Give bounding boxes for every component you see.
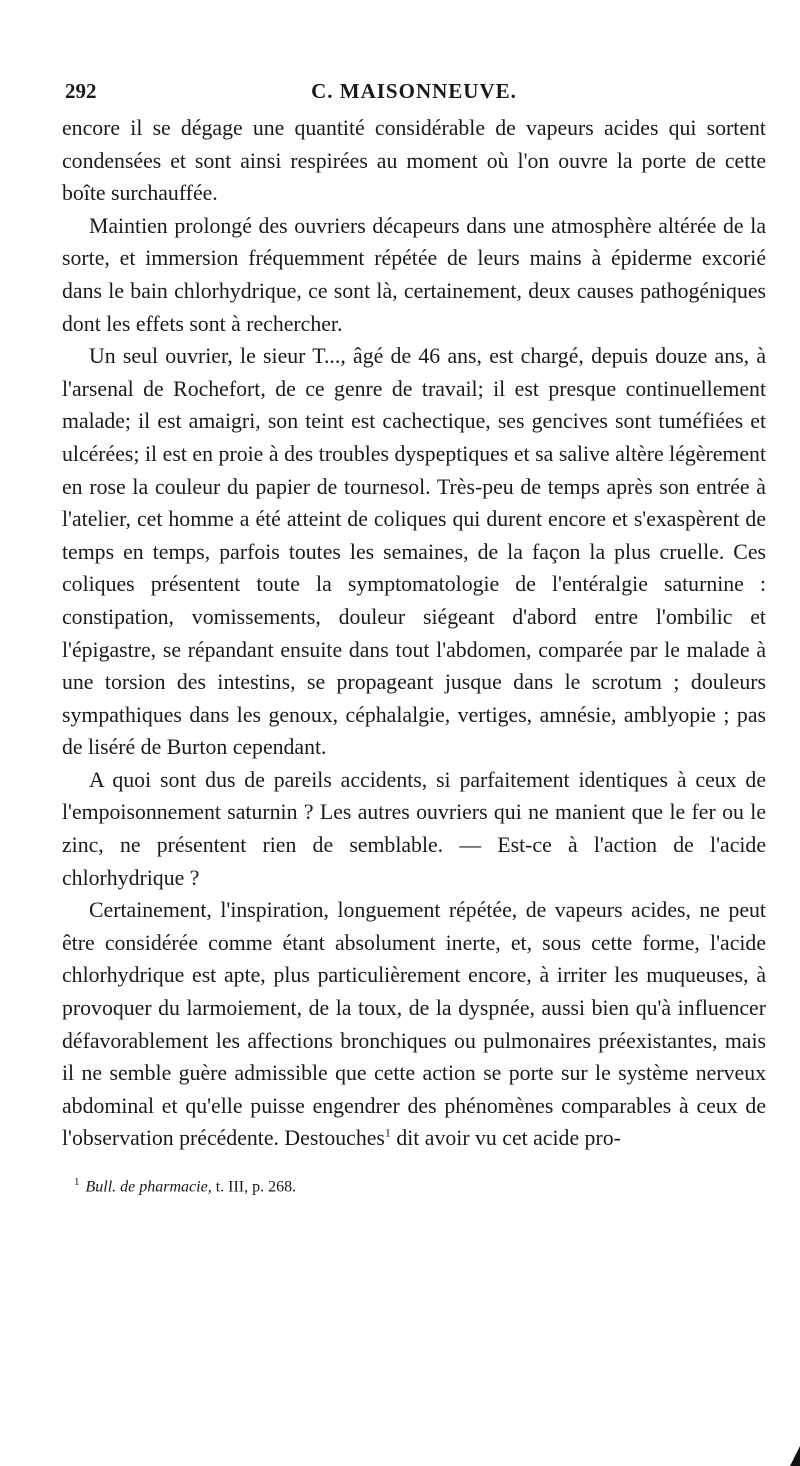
discussion-text: Certainement, l'inspiration, longuement répétée, de vapeurs acides, ne peut être considérée comme étant absolument inerte, et, sous cette forme, l'acide chlorhydrique est apte, plus particulièrement encore, à irriter les muqueuses, à provoquer du larmoiement, de la toux, de la dyspnée, aussi bien qu'à influencer défavorablement les affections bronchiques ou pulmonaires préexistantes, mais il ne semble guère admissible que cette action se porte sur le système nerveux abdominal et qu'elle puisse engendrer des phénomènes comparables à ceux de l'observation précédente. Destouches (62, 898, 766, 1151)
footnote-reference: 1 (384, 1126, 391, 1141)
running-head: C. MAISONNEUVE. (311, 79, 517, 103)
page-header (62, 74, 766, 108)
page-number: 292 (65, 79, 97, 103)
paragraph-continuation: encore il se dégage une quantité considérable de vapeurs acides qui sortent condensées et sont ainsi respirées au moment où l'on ouvre la porte de cette boîte surchauffée. (62, 116, 766, 206)
page-corner-mark (790, 1446, 800, 1466)
footnote (62, 1171, 766, 1198)
paragraph-question: A quoi sont dus de pareils accidents, si parfaitement identiques à ceux de l'empoisonnement saturnin ? Les autres ouvriers qui ne manient que le fer ou le zinc, ne présentent rien de semblable. — Est-ce à l'action de l'acide chlorhydrique ? (62, 767, 766, 890)
paragraph-discussion (62, 894, 766, 1155)
footnote-reference-detail: t. III, p. 268. (211, 1178, 297, 1196)
book-page (62, 74, 766, 1198)
discussion-text-end: dit avoir vu cet acide pro- (390, 1126, 621, 1151)
paragraph-case-report: Un seul ouvrier, le sieur T..., âgé de 46 ans, est chargé, depuis douze ans, à l'arsenal de Rochefort, de ce genre de travail; il est presque continuellement malade; il est amaigri, son teint est cachectique, ses gencives sont tuméfiées et ulcérées; il est en proie à des troubles dyspeptiques et sa salive altère légèrement en rose la couleur du papier de tournesol. Très-peu de temps après son entrée à l'atelier, cet homme a été atteint de coliques qui durent encore et s'exaspèrent de temps en temps, parfois toutes les semaines, de la façon la plus cruelle. Ces coliques présentent toute la symptomatologie de l'entéralgie saturnine : constipation, vomissements, douleur siégeant d'abord entre l'ombilic et l'épigastre, se répandant ensuite dans tout l'abdomen, comparée par le malade à une torsion des intestins, se propageant jusque dans le scrotum ; douleurs sympathiques dans les genoux, céphalalgie, vertiges, amnésie, amblyopie ; pas de liséré de Burton cependant. (62, 344, 766, 760)
paragraph-exposure-causes: Maintien prolongé des ouvriers décapeurs dans une atmosphère altérée de la sorte, et immersion fréquemment répétée de leurs mains à épiderme excorié dans le bain chlorhydrique, ce sont là, certainement, deux causes pathogéniques dont les effets sont à rechercher. (62, 213, 766, 336)
body-text (62, 112, 766, 1155)
footnote-source: Bull. de pharmacie, (85, 1178, 212, 1196)
footnote-mark: 1 (74, 1176, 80, 1188)
